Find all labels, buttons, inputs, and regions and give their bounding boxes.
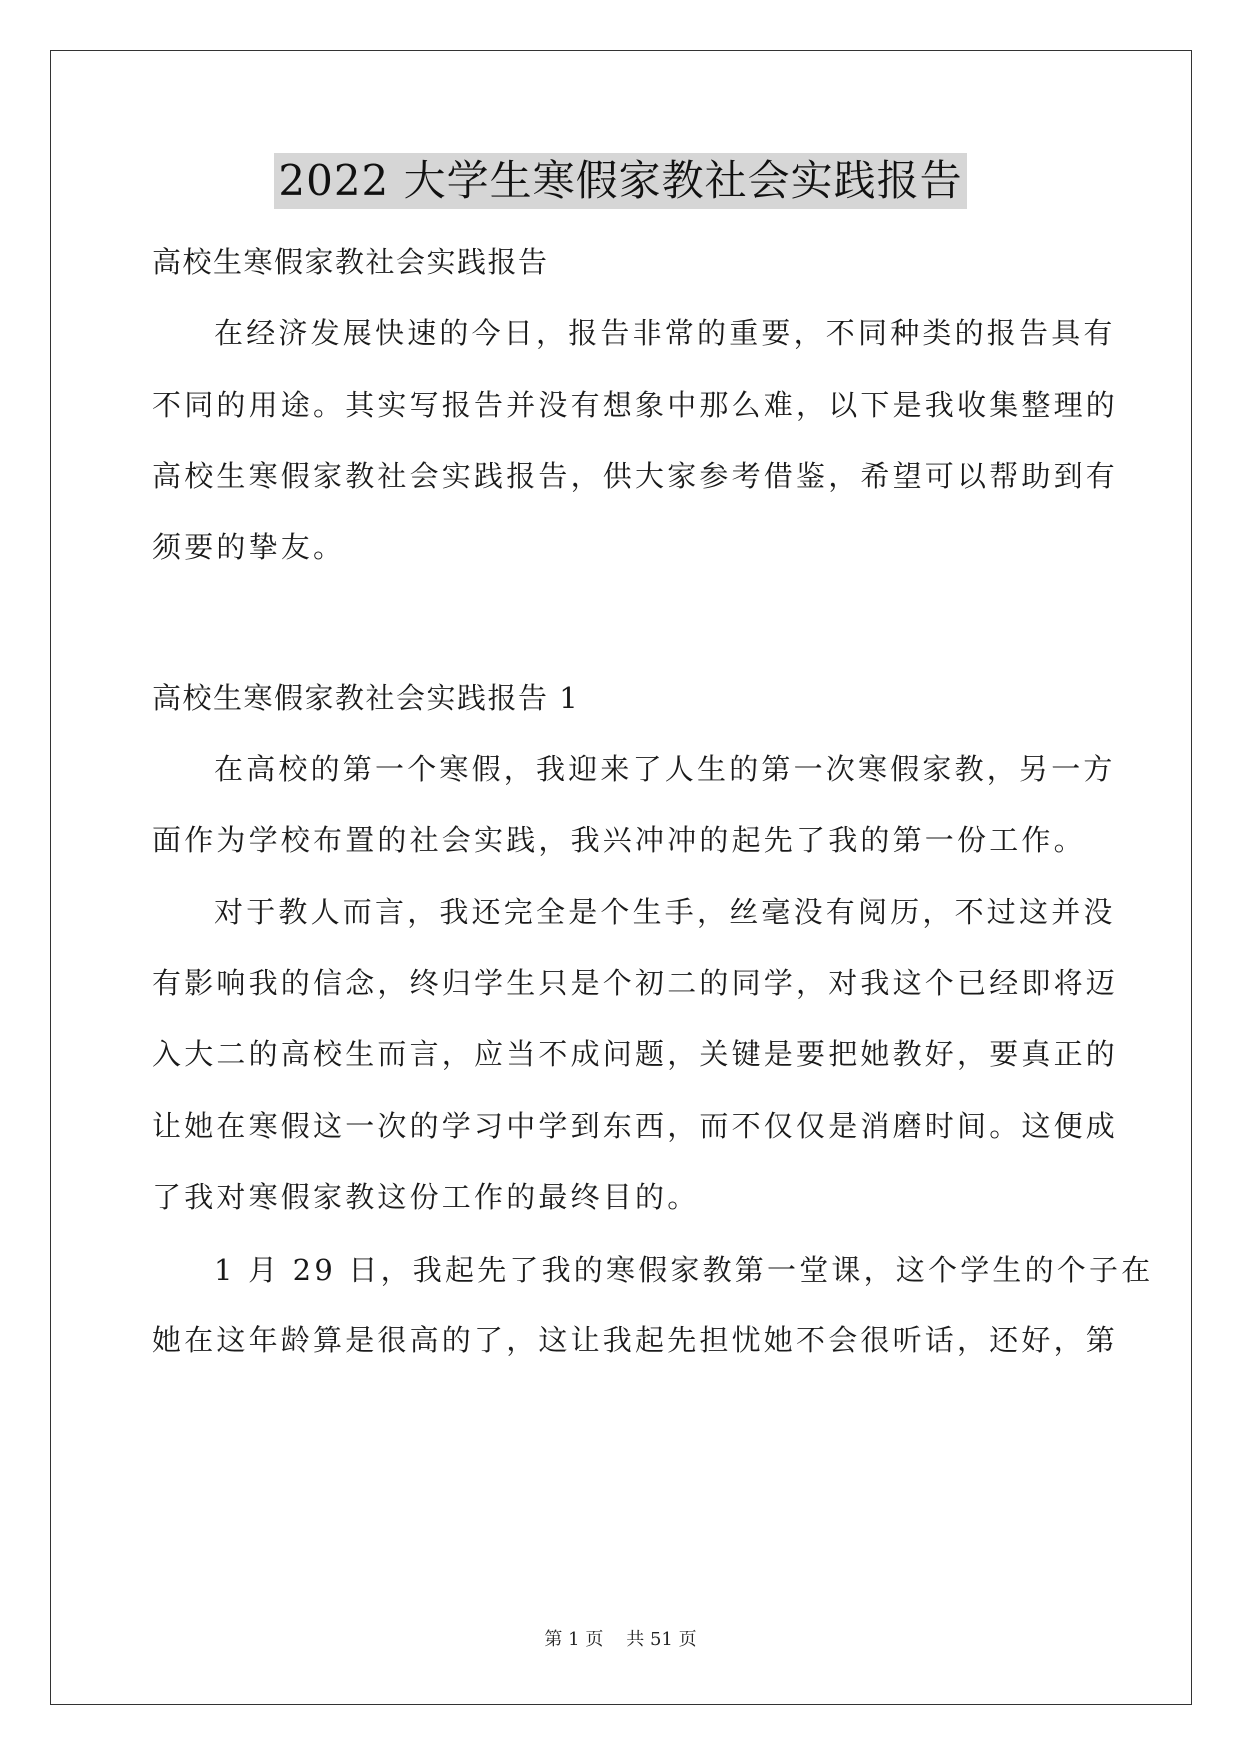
paragraph-line: 了我对寒假家教这份工作的最终目的。: [152, 1180, 700, 1214]
page-total: 共 51 页: [626, 1629, 697, 1650]
paragraph-line: 不同的用途。其实写报告并没有想象中那么难，以下是我收集整理的: [152, 388, 1119, 422]
paragraph-line: 在经济发展快速的今日，报告非常的重要，不同种类的报告具有: [214, 316, 1116, 350]
paragraph-line: 入大二的高校生而言，应当不成问题，关键是要把她教好，要真正的: [152, 1037, 1119, 1071]
paragraph-line: 对于教人而言，我还完全是个生手，丝毫没有阅历，不过这并没: [214, 895, 1116, 929]
paragraph-line: 高校生寒假家教社会实践报告，供大家参考借鉴，希望可以帮助到有: [152, 459, 1119, 493]
paragraph-line: 在高校的第一个寒假，我迎来了人生的第一次寒假家教，另一方: [214, 752, 1116, 786]
paragraph-line: 让她在寒假这一次的学习中学到东西，而不仅仅是消磨时间。这便成: [152, 1109, 1119, 1143]
paragraph-line: 有影响我的信念，终归学生只是个初二的同学，对我这个已经即将迈: [152, 966, 1119, 1000]
paragraph-line: 面作为学校布置的社会实践，我兴冲冲的起先了我的第一份工作。: [152, 823, 1086, 857]
document-title: 2022 大学生寒假家教社会实践报告: [274, 153, 966, 209]
paragraph-line: 1 月 29 日，我起先了我的寒假家教第一堂课，这个学生的个子在: [214, 1253, 1154, 1287]
paragraph-line: 她在这年龄算是很高的了，这让我起先担忧她不会很听话，还好，第: [152, 1323, 1119, 1357]
paragraph-line: 须要的挚友。: [152, 530, 346, 564]
page-footer: [0, 1628, 1241, 1652]
page-border: [50, 50, 1192, 1705]
page-number: 第 1 页: [544, 1629, 604, 1650]
subtitle-heading: 高校生寒假家教社会实践报告: [152, 245, 549, 279]
title-container: [0, 153, 1241, 209]
section-heading: 高校生寒假家教社会实践报告 1: [152, 681, 580, 715]
